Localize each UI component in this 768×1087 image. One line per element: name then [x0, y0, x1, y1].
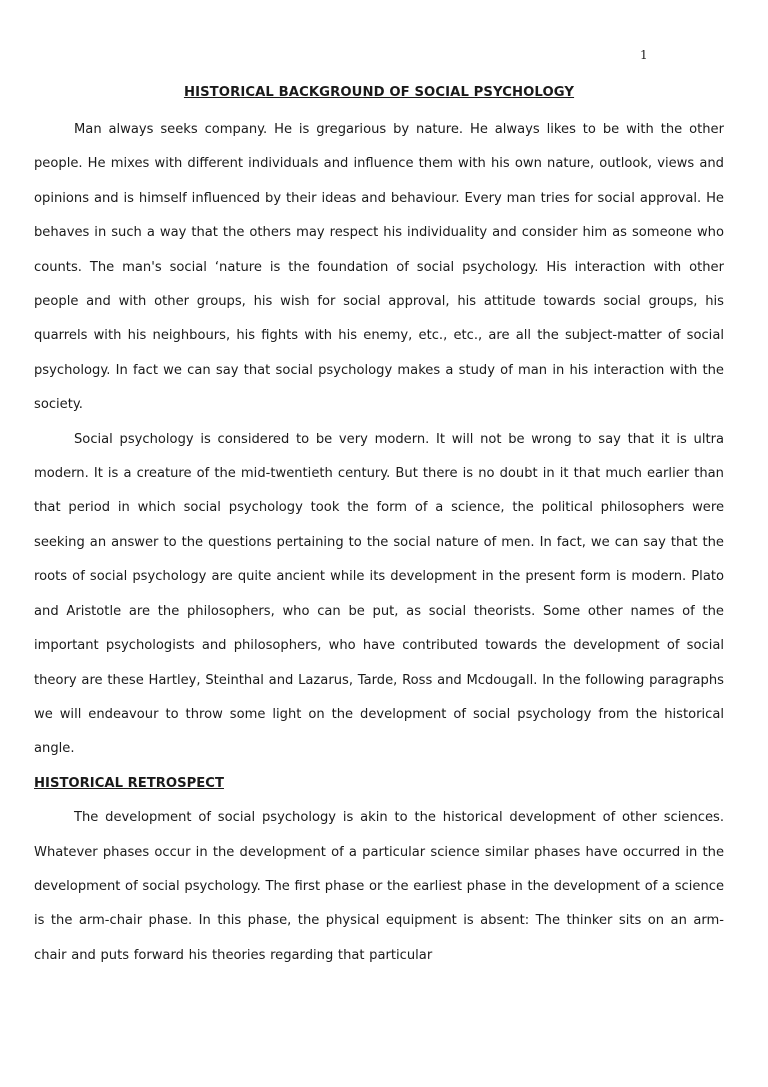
paragraph-introduction: Man always seeks company. He is gregarious by nature. He always likes to be with the other people. He mixes with different individuals and influence them with his own nature, outlook, views and opinions and is himself influenced by their ideas and behaviour. Every man tries for social approval. He behaves in such a way that the others may respect his individuality and consider him as someone who counts. The man's social ‘nature is the foundation of social psychology. His interaction with other people and with other groups, his wish for social approval, his attitude towards social groups, his quarrels with his neighbours, his fights with his enemy, etc., etc., are all the subject-matter of social psychology. In fact we can say that social psychology makes a study of man in his interaction with the society. — [34, 122, 724, 413]
page-content — [34, 80, 724, 973]
page-number: 1 — [640, 48, 648, 62]
paragraph-modernity: Social psychology is considered to be very modern. It will not be wrong to say that it is ultra modern. It is a creature of the mid-twentieth century. But there is no doubt in it that much earlier than that period in which social psychology took the form of a science, the political philosophers were seeking an answer to the questions pertaining to the social nature of men. In fact, we can say that the roots of social psychology are quite ancient while its development in the present form is modern. Plato and Aristotle are the philosophers, who can be put, as social theorists. Some other names of the important psychologists and philosophers, who have contributed towards the development of social theory are these Hartley, Steinthal and Lazarus, Tarde, Ross and Mcdougall. In the following paragraphs we will endeavour to throw some light on the development of social psychology from the historical angle. — [34, 431, 724, 757]
paragraph-retrospect: The development of social psychology is akin to the historical development of other sciences. Whatever phases occur in the development of a particular science similar phases have occurred in the development of social psychology. The first phase or the earliest phase in the development of a science is the arm-chair phase. In this phase, the physical equipment is absent: The thinker sits on an arm-chair and puts forward his theories regarding that particular — [34, 810, 724, 963]
section-heading-historical-retrospect: HISTORICAL RETROSPECT — [34, 775, 224, 791]
page-title: HISTORICAL BACKGROUND OF SOCIAL PSYCHOLOGY — [183, 85, 575, 100]
